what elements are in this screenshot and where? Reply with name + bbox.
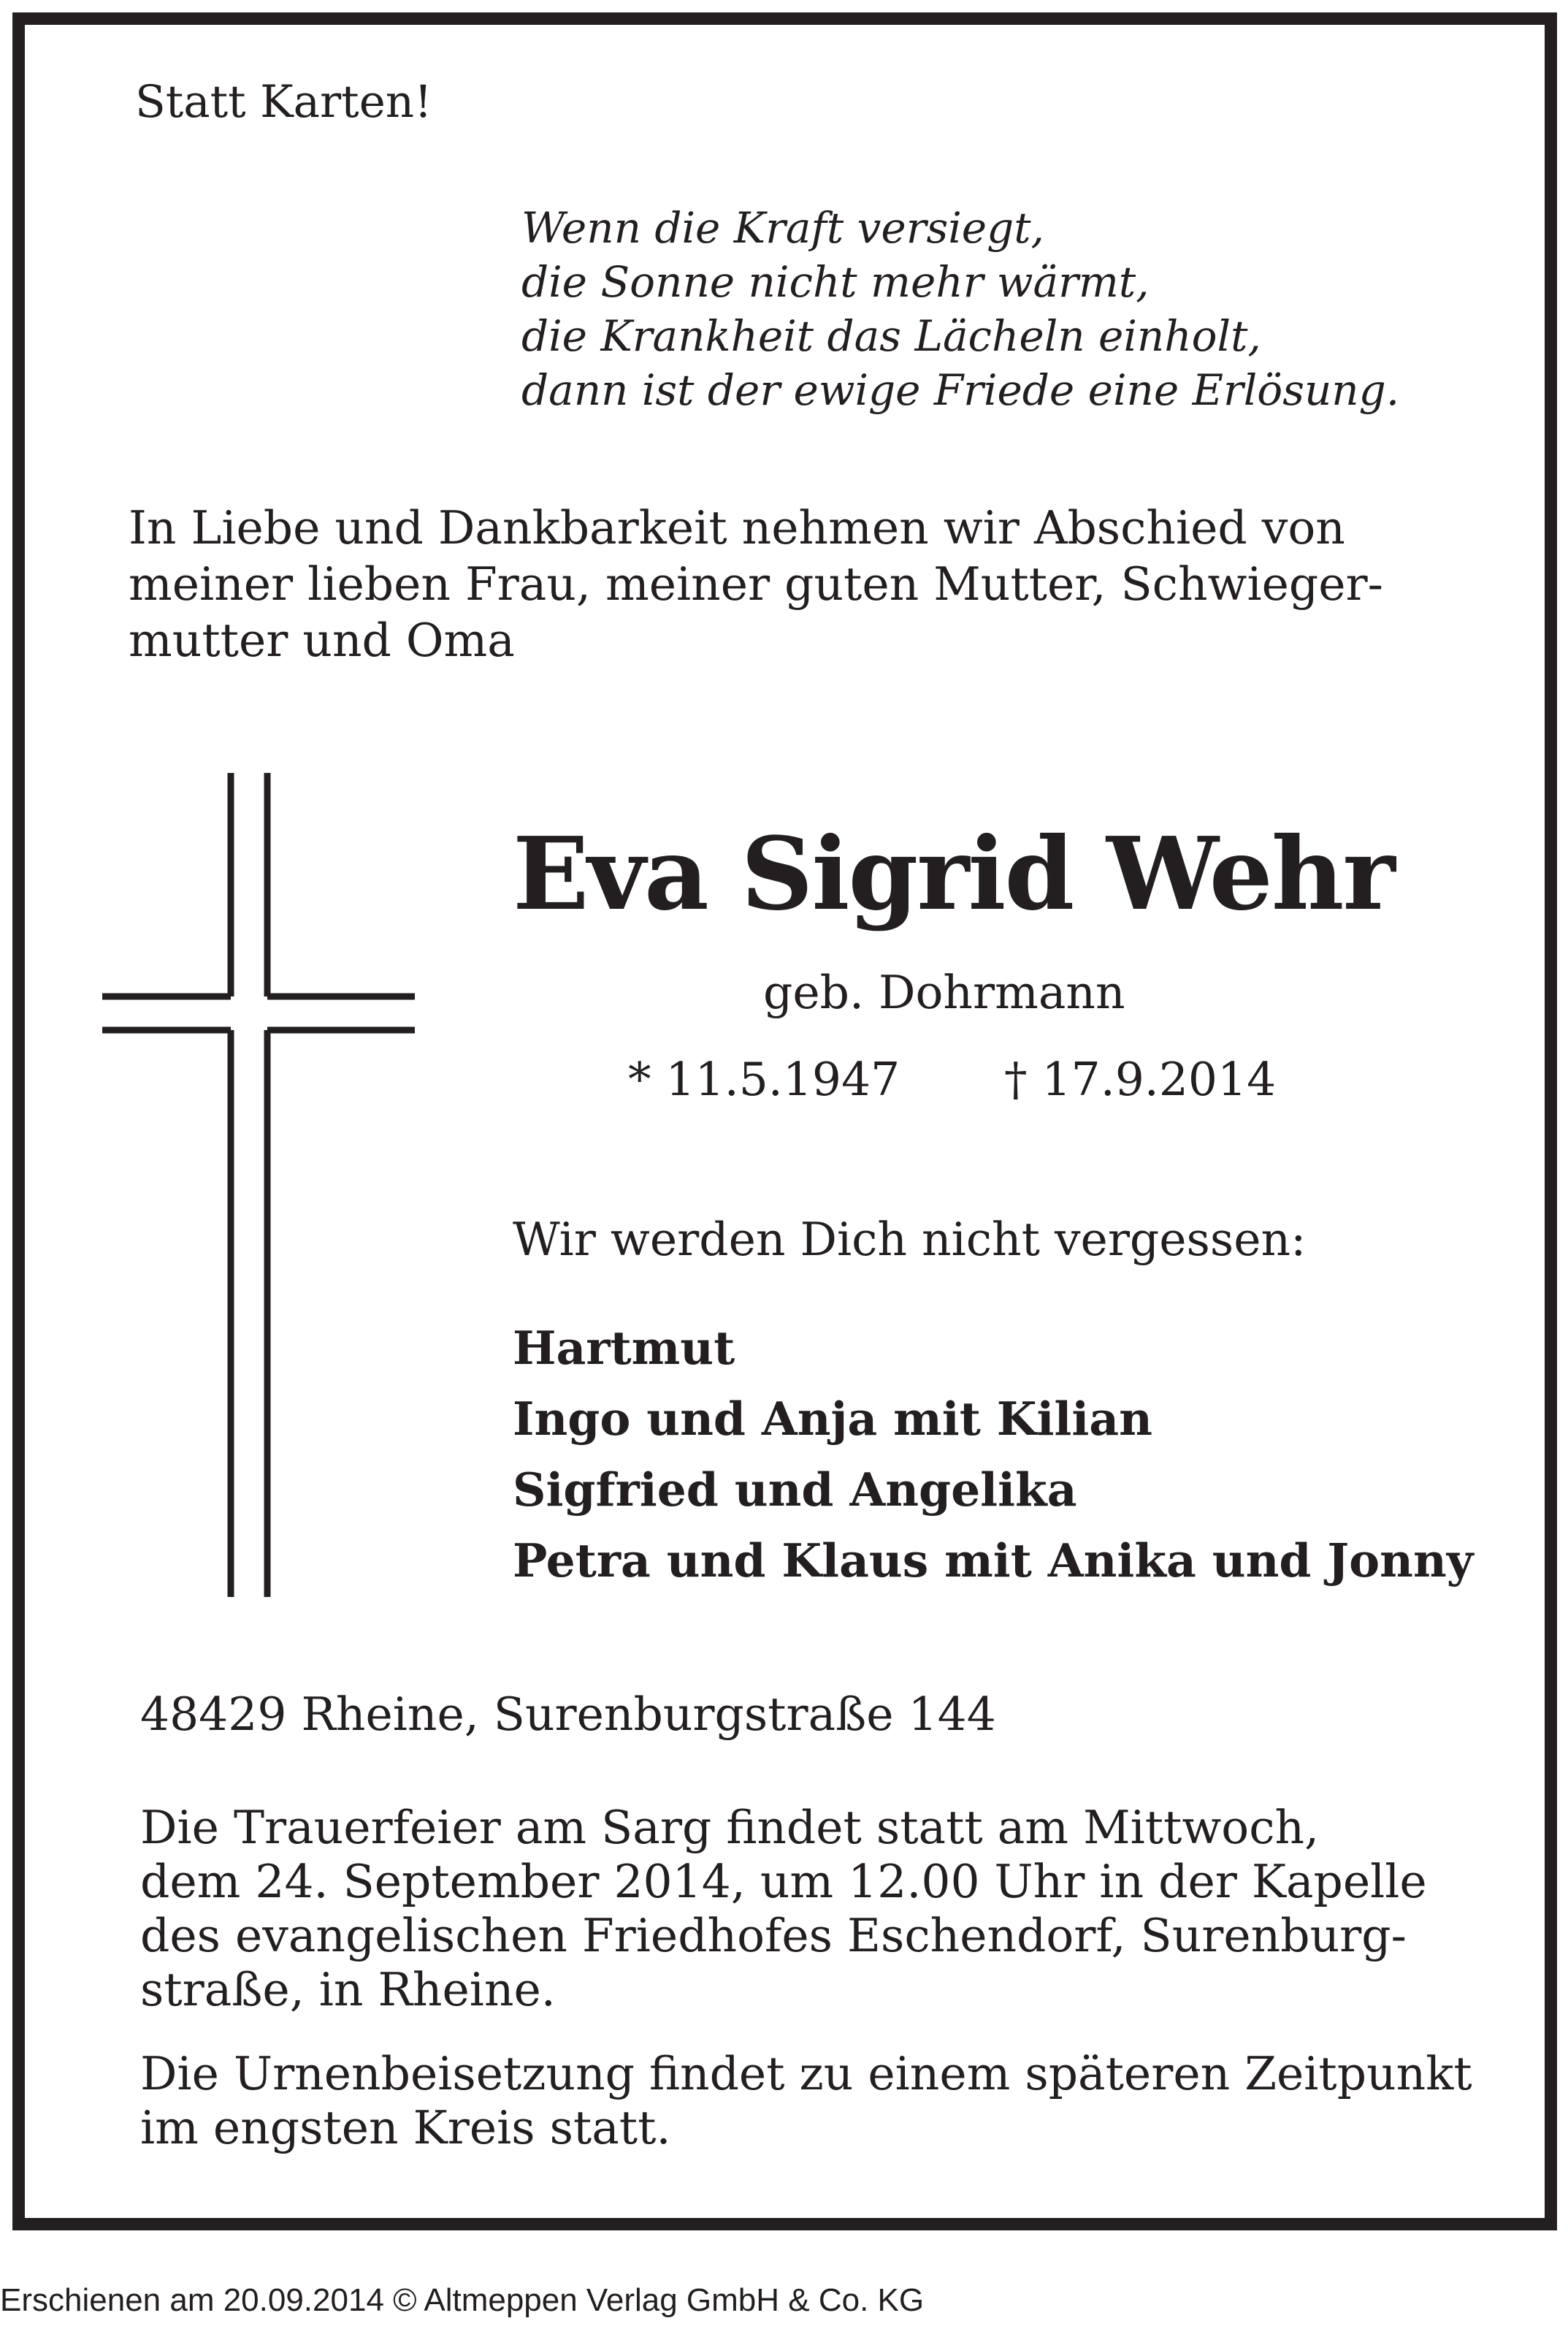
funeral-line: Die Trauerfeier am Sarg findet statt am Mittwoch, xyxy=(140,1801,1320,1854)
deceased-name: Eva Sigrid Wehr xyxy=(513,815,1394,933)
birth-date: * 11.5.1947 xyxy=(628,1053,900,1106)
address: 48429 Rheine, Surenburgstraße 144 xyxy=(140,1688,996,1741)
cross-icon xyxy=(102,773,415,1597)
intro-line: mutter und Oma xyxy=(129,614,515,667)
poem-line: dann ist der ewige Friede eine Erlösung. xyxy=(521,365,1400,415)
mourners-list xyxy=(513,1313,1473,1596)
remembrance-line: Wir werden Dich nicht vergessen: xyxy=(513,1213,1307,1266)
intro-line: In Liebe und Dankbarkeit nehmen wir Abschied von xyxy=(129,501,1345,554)
poem-line: Wenn die Kraft versiegt, xyxy=(521,203,1044,253)
urn-line: im engsten Kreis statt. xyxy=(140,2101,671,2154)
mourner: Ingo und Anja mit Kilian xyxy=(513,1392,1152,1446)
poem-line: die Krankheit das Lächeln einholt, xyxy=(521,311,1261,361)
intro-text xyxy=(129,500,1383,668)
publication-footer: Erschienen am 20.09.2014 © Altmeppen Verlag GmbH & Co. KG xyxy=(0,2282,925,2318)
mourner: Petra und Klaus mit Anika und Jonny xyxy=(513,1533,1474,1587)
header-text: Statt Karten! xyxy=(135,76,432,128)
poem xyxy=(521,201,1399,417)
mourner: Hartmut xyxy=(513,1321,735,1375)
maiden-name: geb. Dohrmann xyxy=(763,966,1125,1019)
funeral-line: dem 24. September 2014, um 12.00 Uhr in der Kapelle xyxy=(140,1855,1427,1908)
funeral-details xyxy=(140,1801,1427,2017)
intro-line: meiner lieben Frau, meiner guten Mutter, Schwieger- xyxy=(129,557,1383,611)
poem-line: die Sonne nicht mehr wärmt, xyxy=(521,257,1150,307)
funeral-line: des evangelischen Friedhofes Eschendorf, Surenburg- xyxy=(140,1909,1407,1962)
funeral-line: straße, in Rheine. xyxy=(140,1963,556,2016)
death-date: † 17.9.2014 xyxy=(1004,1053,1277,1106)
urn-details xyxy=(140,2047,1472,2155)
urn-line: Die Urnenbeisetzung findet zu einem späteren Zeitpunkt xyxy=(140,2047,1472,2100)
mourner: Sigfried und Angelika xyxy=(513,1463,1077,1517)
